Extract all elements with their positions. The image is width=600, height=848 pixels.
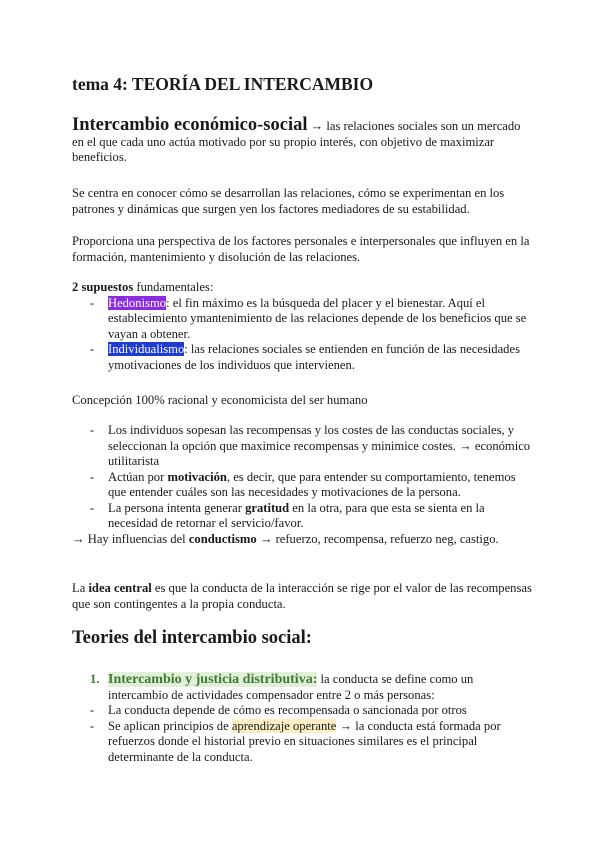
concepcion-line: Concepción 100% racional y economicista del ser humano <box>72 393 368 407</box>
aprendizaje-operante: aprendizaje operante <box>231 718 337 733</box>
individualismo-text: : las relaciones sociales se entienden en función de las necesidades ymotivaciones de los individuos que intervienen. <box>108 342 520 372</box>
intro-paragraph <box>72 115 534 166</box>
list-item: - La conducta depende de cómo es recompensada o sancionada por otros <box>72 703 534 719</box>
list-item <box>72 470 534 501</box>
b2-pre: Actúan por <box>108 469 168 484</box>
idea-pre: La <box>72 581 89 595</box>
paragraph-centra: Se centra en conocer cómo se desarrollan las relaciones, cómo se experimentan en los patrones y dinámicas que surgen yen los factores mediadores de su estabilidad. <box>72 186 505 216</box>
idea-central-paragraph <box>72 581 534 612</box>
b3-post: en la otra, para que esta se sienta en la necesidad de retornar el servicio/favor. <box>108 500 485 530</box>
b3-pre: La persona intenta generar <box>108 500 246 515</box>
intro-arrow: → <box>307 119 327 133</box>
b3-bold: gratitud <box>245 500 290 515</box>
section-heading-teories: Teories del intercambio social: <box>72 628 312 648</box>
list-item <box>72 501 534 532</box>
list-item <box>72 342 534 373</box>
teoria1-text: la conducta se define como un intercambio de actividades compensador entre 2 o más personas: <box>108 672 474 702</box>
supuestos-section <box>72 280 534 373</box>
d2-post: → la conducta está formada por refuerzos donde el historial previo en situaciones similares es el principal determinante de la conducta. <box>108 718 501 764</box>
supuestos-rest: fundamentales: <box>133 280 214 294</box>
b2-bold: motivación <box>167 469 227 484</box>
conductismo-bold: conductismo <box>188 531 257 546</box>
supuestos-list <box>72 296 534 374</box>
supuestos-bold: 2 supuestos <box>72 280 134 294</box>
supuestos-lead <box>72 280 534 296</box>
conductismo-post: → refuerzo, recompensa, refuerzo neg, castigo. <box>256 531 499 546</box>
term-hedonismo: Hedonismo <box>108 295 167 310</box>
list-number: 1. <box>90 672 100 686</box>
teorias-list <box>72 672 534 703</box>
list-item <box>72 719 534 766</box>
teoria1-title <box>108 672 317 687</box>
conductismo-pre: → Hay influencias del <box>72 531 189 546</box>
conductismo-line <box>72 532 534 548</box>
intro-heading: Intercambio económico-social <box>72 115 308 135</box>
characteristics-list <box>72 423 534 532</box>
teoria1-title-text: Intercambio y justicia distributiva: <box>108 672 318 687</box>
page-title: tema 4: TEORÍA DEL INTERCAMBIO <box>72 74 374 94</box>
list-item <box>72 296 534 343</box>
idea-post: es que la conducta de la interacción se rige por el valor de las recompensas que son contingentes a la propia conducta. <box>72 581 532 611</box>
teoria1-sublist <box>72 703 534 765</box>
list-item: - Los individuos sopesan las recompensas y los costes de las conductas sociales, y seleccionan la opción que maximice recompensas y minimice costes. → económico utilitarista <box>72 423 534 470</box>
list-item <box>72 672 534 703</box>
d2-pre: Se aplican principios de <box>108 718 232 733</box>
intro-text: las relaciones sociales son un mercado en el que cada uno actúa motivado por su propio interés, con objetivo de maximizar beneficios. <box>72 119 521 164</box>
paragraph-perspectiva: Proporciona una perspectiva de los factores personales e interpersonales que influyen en la formación, mantenimiento y disolución de las relaciones. <box>72 234 530 264</box>
characteristics-section <box>72 423 534 547</box>
term-individualismo: Individualismo <box>108 342 185 356</box>
hedonismo-text: : el fin máximo es la búsqueda del placer y el bienestar. Aquí el establecimiento ymantenimiento de las relaciones depende de los beneficios que se vayan a obtener. <box>108 295 527 341</box>
teoria1-section <box>72 672 534 765</box>
b2-post: , es decir, que para entender su comportamiento, tenemos que entender cuáles son las necesidades y motivaciones de la persona. <box>108 469 516 499</box>
idea-bold: idea central <box>88 581 152 595</box>
